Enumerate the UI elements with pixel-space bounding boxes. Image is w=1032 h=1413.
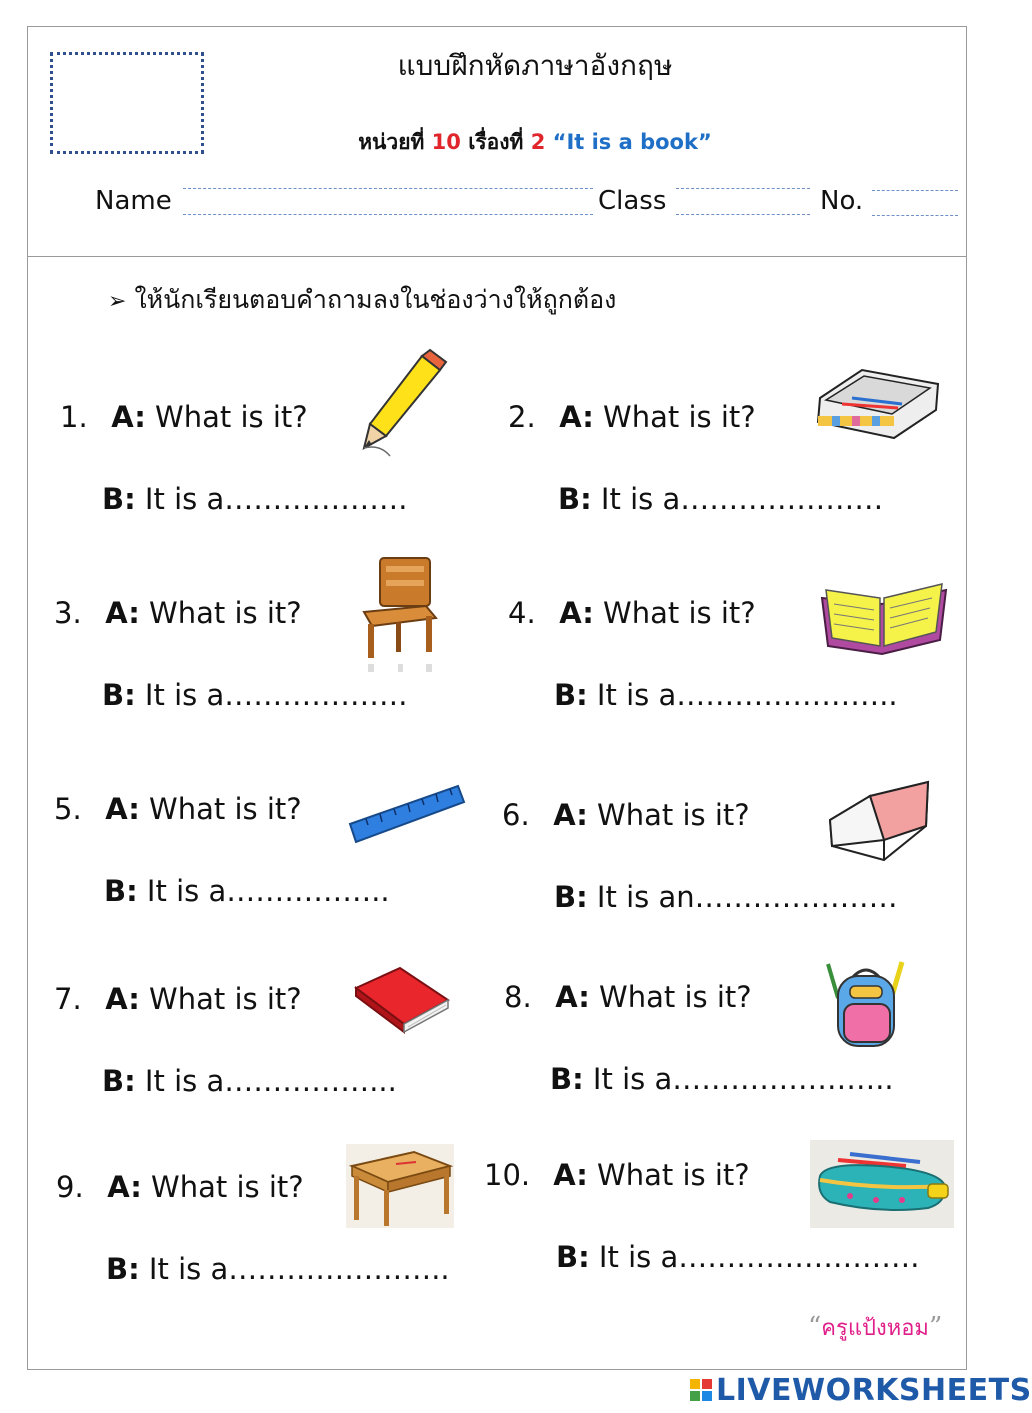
speaker-b-label: B: (554, 880, 588, 914)
answer-blank[interactable]: It is a………………. (144, 482, 408, 516)
name-label: Name (95, 186, 172, 216)
backpack-icon (822, 958, 910, 1054)
speaker-b-label: B: (104, 874, 138, 908)
speaker-a-label: A: (559, 400, 594, 434)
page-subtitle (240, 126, 830, 159)
lesson-title: “It is a book” (552, 130, 712, 154)
ruler-icon (346, 780, 466, 854)
speaker-a-label: A: (111, 400, 146, 434)
teacher-credit (808, 1310, 942, 1345)
liveworksheets-logo[interactable] (690, 1372, 1032, 1408)
answer-blank[interactable]: It is a…………….. (146, 874, 390, 908)
question-a (504, 980, 752, 1014)
answer-b[interactable] (102, 678, 407, 712)
photo-box (50, 52, 204, 154)
answer-b[interactable] (106, 1252, 450, 1286)
answer-b[interactable] (556, 1240, 919, 1274)
brand-name: LIVEWORKSHEETS (716, 1372, 1032, 1408)
no-label: No. (820, 186, 864, 216)
pencil-icon (360, 348, 450, 462)
question-text: What is it? (149, 982, 302, 1016)
class-line-top (676, 188, 810, 189)
credit-quote-close: ” (928, 1312, 943, 1342)
answer-b[interactable] (554, 880, 898, 914)
name-line-top (183, 188, 593, 189)
answer-blank[interactable]: It is a……………... (144, 1064, 397, 1098)
pencil-case-box-icon (812, 364, 944, 446)
question-a (502, 798, 750, 832)
question-text: What is it? (603, 400, 756, 434)
question-text: What is it? (149, 596, 302, 630)
answer-b[interactable] (554, 678, 898, 712)
liveworksheets-logo-icon (690, 1379, 712, 1401)
question-text: What is it? (597, 798, 750, 832)
class-field[interactable] (676, 214, 810, 215)
question-number: 1. (60, 400, 88, 434)
speaker-a-label: A: (555, 980, 590, 1014)
question-number: 8. (504, 980, 532, 1014)
unit-number: 10 (431, 130, 461, 154)
answer-b[interactable] (104, 874, 390, 908)
speaker-b-label: B: (550, 1062, 584, 1096)
eraser-icon (826, 776, 934, 870)
lesson-number: 2 (530, 130, 546, 154)
question-text: What is it? (151, 1170, 304, 1204)
question-a (56, 1170, 304, 1204)
question-a (508, 596, 756, 630)
speaker-b-label: B: (102, 1064, 136, 1098)
answer-b[interactable] (550, 1062, 894, 1096)
answer-blank[interactable]: It is a……………………. (598, 1240, 920, 1274)
answer-blank[interactable]: It is a………………. (144, 678, 408, 712)
answer-b[interactable] (102, 482, 407, 516)
question-number: 3. (54, 596, 82, 630)
no-line-top (872, 190, 958, 191)
speaker-b-label: B: (556, 1240, 590, 1274)
question-number: 9. (56, 1170, 84, 1204)
page-title: แบบฝึกหัดภาษาอังกฤษ (397, 49, 673, 82)
question-text: What is it? (597, 1158, 750, 1192)
answer-blank[interactable]: It is a………………….. (148, 1252, 450, 1286)
question-number: 5. (54, 792, 82, 826)
speaker-a-label: A: (105, 982, 140, 1016)
desk-icon (346, 1144, 454, 1232)
chair-icon (358, 556, 442, 680)
header-divider (27, 256, 967, 257)
question-number: 4. (508, 596, 536, 630)
question-number: 2. (508, 400, 536, 434)
question-a (484, 1158, 750, 1192)
speaker-b-label: B: (102, 482, 136, 516)
speaker-b-label: B: (558, 482, 592, 516)
pencil-bag-icon (810, 1140, 954, 1232)
question-a (54, 792, 302, 826)
answer-blank[interactable]: It is a………………….. (592, 1062, 894, 1096)
answer-blank[interactable]: It is a………………… (600, 482, 884, 516)
unit-label: หน่วยที่ (358, 130, 425, 154)
speaker-a-label: A: (559, 596, 594, 630)
instruction-text: ให้นักเรียนตอบคำถามลงในช่องว่างให้ถูกต้อง (134, 285, 617, 314)
lesson-label: เรื่องที่ (468, 130, 524, 154)
question-a (54, 982, 302, 1016)
question-a (54, 596, 302, 630)
speaker-a-label: A: (107, 1170, 142, 1204)
question-text: What is it? (603, 596, 756, 630)
speaker-b-label: B: (554, 678, 588, 712)
answer-blank[interactable]: It is an………………… (596, 880, 898, 914)
credit-quote-open: “ (808, 1312, 822, 1342)
question-number: 10. (484, 1158, 531, 1192)
class-label: Class (598, 186, 667, 216)
instruction (108, 280, 616, 320)
question-number: 7. (54, 982, 82, 1016)
question-a (508, 400, 756, 434)
speaker-a-label: A: (105, 792, 140, 826)
question-text: What is it? (599, 980, 752, 1014)
answer-b[interactable] (558, 482, 883, 516)
answer-blank[interactable]: It is a………………….. (596, 678, 898, 712)
speaker-a-label: A: (105, 596, 140, 630)
question-text: What is it? (149, 792, 302, 826)
answer-b[interactable] (102, 1064, 397, 1098)
arrow-bullet-icon: ➢ (108, 289, 127, 314)
name-field[interactable] (183, 214, 593, 215)
no-field[interactable] (872, 215, 958, 216)
speaker-b-label: B: (102, 678, 136, 712)
speaker-b-label: B: (106, 1252, 140, 1286)
question-text: What is it? (155, 400, 308, 434)
closed-book-icon (352, 964, 452, 1040)
question-a (60, 400, 308, 434)
speaker-a-label: A: (553, 798, 588, 832)
question-number: 6. (502, 798, 530, 832)
credit-text: ครูแป้งหอม (821, 1316, 929, 1341)
open-book-icon (818, 574, 950, 662)
speaker-a-label: A: (553, 1158, 588, 1192)
